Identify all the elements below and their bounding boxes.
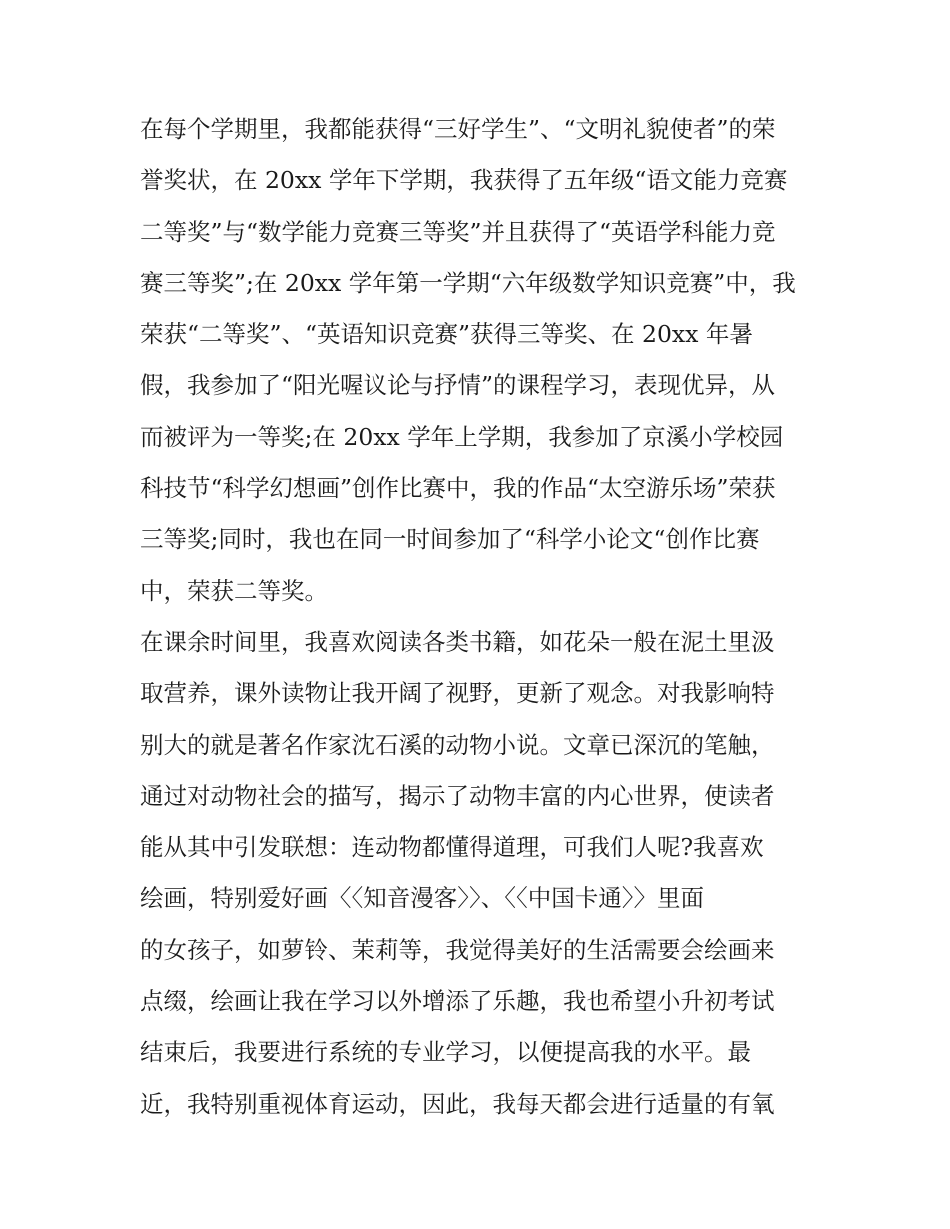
text-line: 近，我特别重视体育运动，因此，我每天都会进行适量的有氧: [140, 1089, 775, 1118]
text-line: 结束后，我要进行系统的专业学习，以便提高我的水平。最: [140, 1038, 751, 1067]
text-line: 三等奖;同时，我也在同一时间参加了“科学小论文“创作比赛: [140, 525, 760, 554]
text-line: 科技节“科学幻想画”创作比赛中，我的作品“太空游乐场”荣获: [140, 474, 776, 503]
text-line: 通过对动物社会的描写，揭示了动物丰富的内心世界，使读者: [140, 781, 775, 810]
text-line: 能从其中引发联想：连动物都懂得道理，可我们人呢?我喜欢: [140, 833, 764, 862]
text-line: 誉奖状，在 20xx 学年下学期，我获得了五年级“语文能力竞赛: [140, 166, 788, 195]
document-body: [140, 104, 820, 1130]
text-line: 二等奖”与“数学能力竞赛三等奖”并且获得了“英语学科能力竞: [140, 217, 776, 246]
paragraph-hobbies: [140, 617, 820, 1130]
text-line: 绘画，特别爱好画〈〈知音漫客〉〉、〈〈中国卡通〉〉里面: [140, 884, 704, 913]
text-line: 别大的就是著名作家沈石溪的动物小说。文章已深沉的笔触，: [140, 730, 775, 759]
text-line: 在每个学期里，我都能获得“三好学生”、“文明礼貌使者”的荣: [140, 115, 776, 143]
text-line: 点缀，绘画让我在学习以外增添了乐趣，我也希望小升初考试: [140, 987, 775, 1016]
text-line: 荣获“二等奖”、“英语知识竞赛”获得三等奖、在 20xx 年暑: [140, 320, 753, 349]
text-line: 赛三等奖”;在 20xx 学年第一学期“六年级数学知识竞赛”中，我: [140, 268, 796, 297]
paragraph-awards: [140, 104, 820, 617]
text-line: 而被评为一等奖;在 20xx 学年上学期，我参加了京溪小学校园: [140, 422, 784, 451]
text-line: 中，荣获二等奖。: [140, 576, 328, 605]
text-line: 的女孩子，如萝铃、茉莉等，我觉得美好的生活需要会绘画来: [140, 935, 775, 964]
text-line: 假，我参加了“阳光喔议论与抒情”的课程学习，表现优异，从: [140, 371, 776, 400]
text-line: 在课余时间里，我喜欢阅读各类书籍，如花朵一般在泥土里汲: [140, 627, 775, 656]
text-line: 取营养，课外读物让我开阔了视野，更新了观念。对我影响特: [140, 679, 775, 708]
